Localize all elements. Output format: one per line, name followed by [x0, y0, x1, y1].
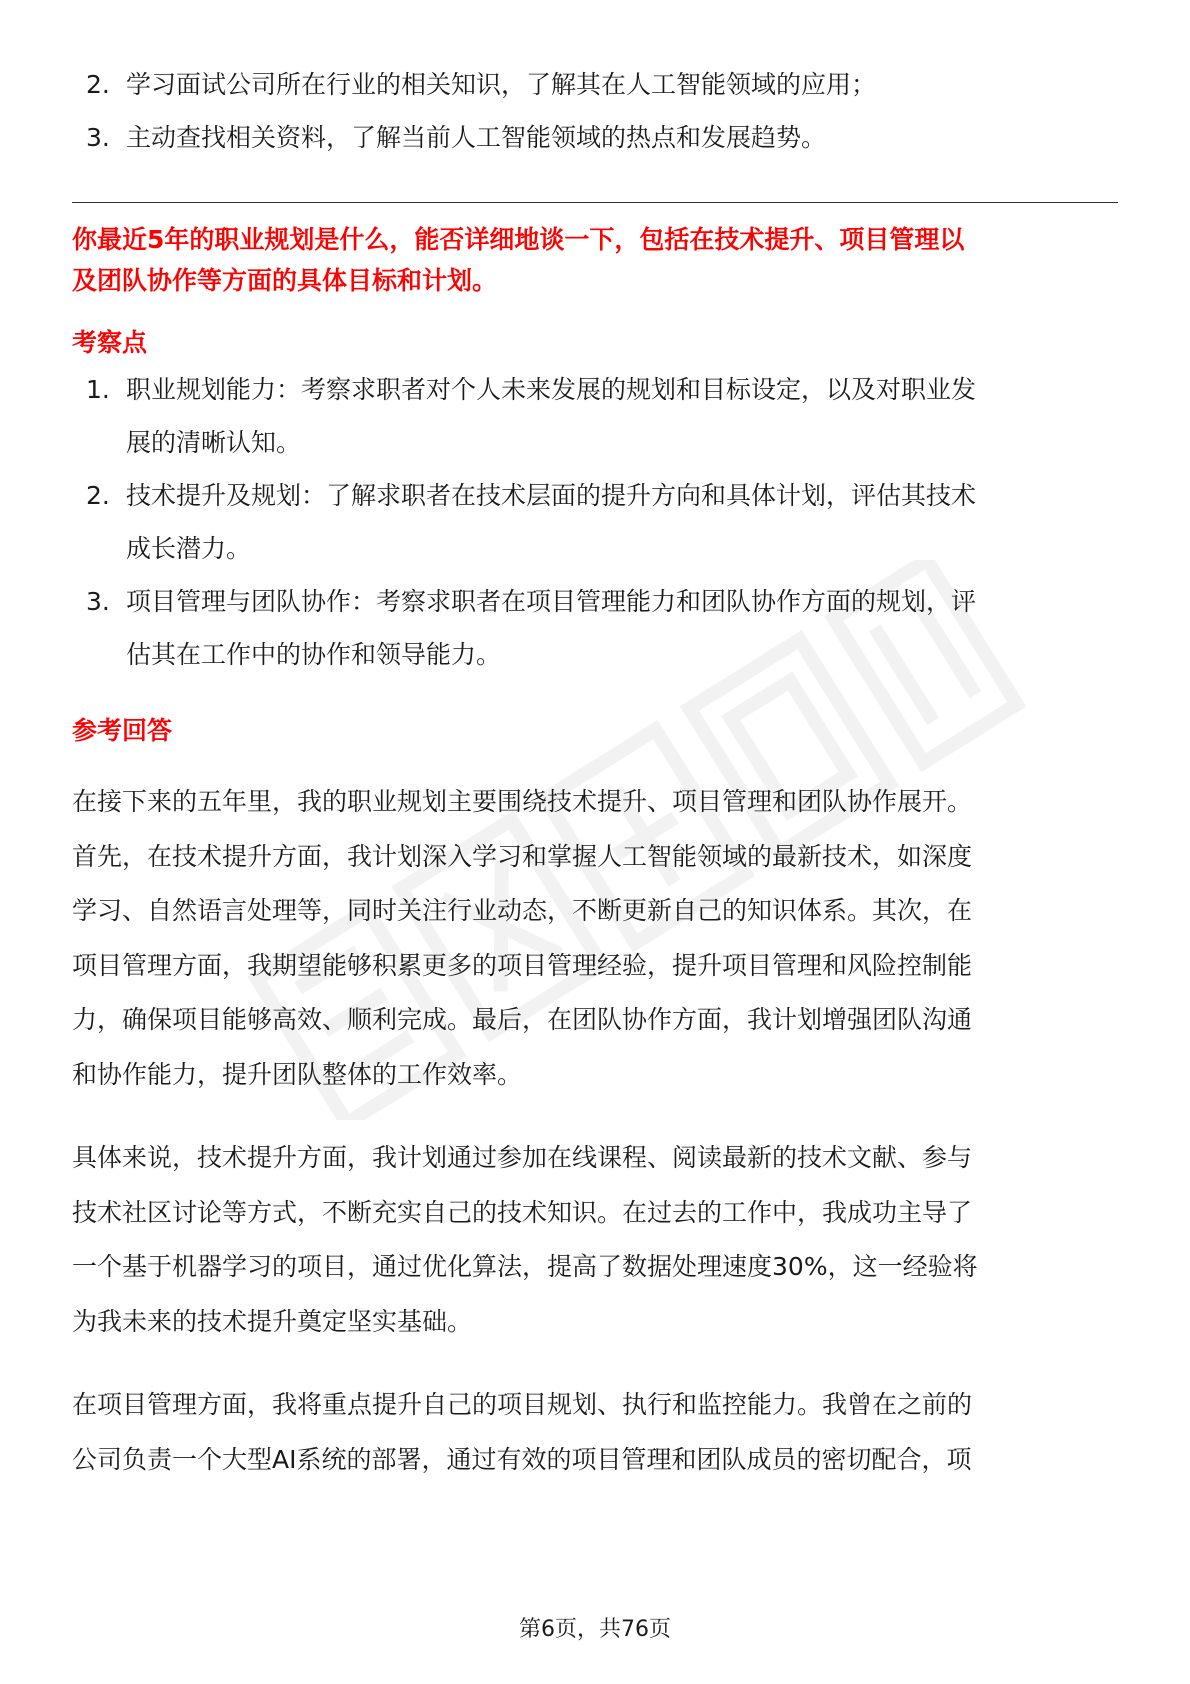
list-item-text: 学习面试公司所在行业的相关知识，了解其在人工智能领域的应用；: [126, 70, 877, 99]
list-item-number: 1.: [86, 375, 110, 404]
list-item-number: 3.: [86, 587, 110, 616]
question-line: 及团队协作等方面的具体目标和计划。: [72, 266, 498, 295]
paragraph-line: 和协作能力，提升团队整体的工作效率。: [72, 1059, 523, 1089]
question-line: 你最近5年的职业规划是什么，能否详细地谈一下，包括在技术提升、项目管理以: [72, 225, 965, 254]
page-content: [72, 58, 1118, 1487]
list-item: [72, 575, 1118, 681]
list-item-number: 3.: [86, 123, 110, 152]
list-item-text: 主动查找相关资料，了解当前人工智能领域的热点和发展趋势。: [126, 123, 827, 152]
page-number-footer: 第6页，共76页: [519, 1617, 671, 1642]
paragraph-line: 公司负责一个大型AI系统的部署，通过有效的项目管理和团队成员的密切配合，项: [72, 1444, 972, 1474]
paragraph-line: 在接下来的五年里，我的职业规划主要围绕技术提升、项目管理和团队协作展开。: [72, 787, 973, 816]
focus-list: [72, 363, 1118, 681]
paragraph-line: 一个基于机器学习的项目，通过优化算法，提高了数据处理速度30%，这一经验将: [72, 1252, 978, 1281]
paragraph-line: 首先，在技术提升方面，我计划深入学习和掌握人工智能领域的最新技术，如深度: [72, 841, 973, 871]
paragraph-line: 在项目管理方面，我将重点提升自己的项目规划、执行和监控能力。我曾在之前的: [72, 1390, 973, 1419]
list-item-line: 展的清晰认知。: [126, 428, 302, 457]
list-item: [72, 111, 1118, 164]
paragraph-line: 技术社区讨论等方式，不断充实自己的技术知识。在过去的工作中，我成功主导了: [72, 1197, 973, 1227]
list-item-line: 职业规划能力：考察求职者对个人未来发展的规划和目标设定，以及对职业发: [126, 375, 977, 404]
list-item-line: 项目管理与团队协作：考察求职者在项目管理能力和团队协作方面的规划，评: [126, 587, 977, 616]
paragraph-line: 项目管理方面，我期望能够积累更多的项目管理经验，提升项目管理和风险控制能: [72, 950, 973, 980]
section-divider: [72, 202, 1118, 203]
answer-paragraph: [72, 1131, 1118, 1349]
list-item: [72, 58, 1118, 111]
list-item-number: 2.: [86, 70, 110, 99]
answer-section-title: 参考回答: [72, 716, 173, 745]
list-item-line: 估其在工作中的协作和领导能力。: [126, 640, 502, 669]
list-item-number: 2.: [86, 481, 110, 510]
paragraph-line: 学习、自然语言处理等，同时关注行业动态，不断更新自己的知识体系。其次，在: [72, 896, 973, 925]
answer-paragraph: [72, 1378, 1118, 1487]
paragraph-line: 力，确保项目能够高效、顺利完成。最后，在团队协作方面，我计划增强团队沟通: [72, 1005, 973, 1034]
list-item-line: 成长潜力。: [126, 534, 252, 563]
interview-question: [72, 219, 1118, 301]
paragraph-line: 为我未来的技术提升奠定坚实基础。: [72, 1306, 473, 1336]
previous-answer-list: [72, 58, 1118, 164]
focus-section-title: 考察点: [72, 328, 148, 357]
list-item: [72, 363, 1118, 469]
list-item-line: 技术提升及规划：了解求职者在技术层面的提升方向和具体计划，评估其技术: [126, 481, 977, 510]
paragraph-line: 具体来说，技术提升方面，我计划通过参加在线课程、阅读最新的技术文献、参与: [72, 1143, 973, 1172]
answer-paragraph: [72, 775, 1118, 1102]
list-item: [72, 469, 1118, 575]
